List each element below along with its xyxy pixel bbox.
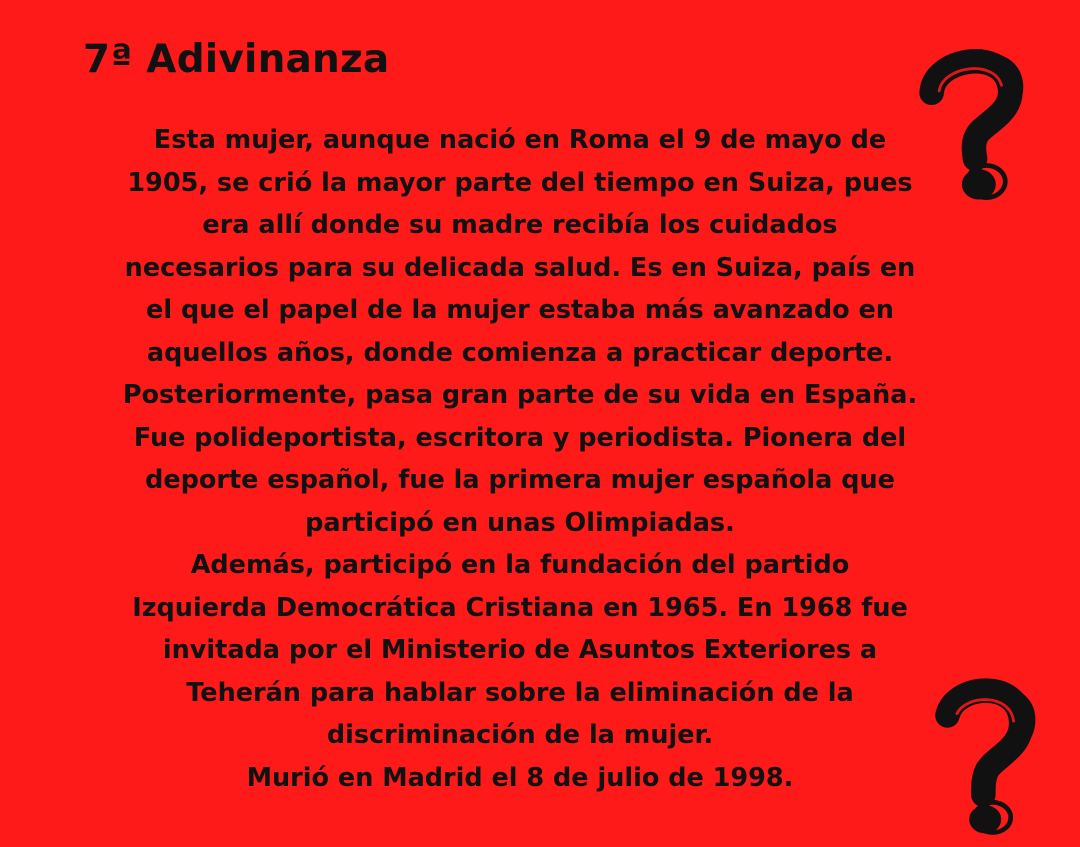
paragraph-line: Fue polideportista, escritora y periodista. Pionera del bbox=[133, 422, 907, 453]
paragraph-line: deporte español, fue la primera mujer española que bbox=[145, 465, 895, 495]
paragraph-line: invitada por el Ministerio de Asuntos Exteriores a bbox=[162, 635, 878, 665]
paragraph-line: discriminación de la mujer. bbox=[326, 720, 714, 750]
paragraph-line: Posteriormente, pasa gran parte de su vida en España. bbox=[122, 380, 918, 410]
paragraph-line: necesarios para su delicada salud. Es en Suiza, país en bbox=[124, 252, 916, 283]
question-mark-icon bbox=[914, 38, 1038, 208]
paragraph-line: aquellos años, donde comienza a practicar deporte. bbox=[146, 337, 894, 368]
paragraph-line: Teherán para hablar sobre la eliminación de la bbox=[186, 677, 854, 708]
paragraph-line: Murió en Madrid el 8 de julio de 1998. bbox=[246, 762, 794, 793]
riddle-paragraph bbox=[80, 119, 960, 799]
paragraph-line: Esta mujer, aunque nació en Roma el 9 de mayo de bbox=[153, 125, 887, 155]
paragraph-line: participó en unas Olimpiadas. bbox=[305, 507, 735, 538]
paragraph-line: Además, participó en la fundación del partido bbox=[190, 550, 850, 580]
question-mark-icon bbox=[930, 672, 1048, 842]
riddle-title: 7ª Adivinanza bbox=[83, 37, 390, 82]
paragraph-line: Izquierda Democrática Cristiana en 1965. En 1968 fue bbox=[132, 592, 908, 623]
paragraph-line: 1905, se crió la mayor parte del tiempo en Suiza, pues bbox=[127, 167, 913, 198]
paragraph-line: era allí donde su madre recibía los cuidados bbox=[202, 210, 838, 240]
paragraph-line: el que el papel de la mujer estaba más avanzado en bbox=[146, 295, 894, 325]
